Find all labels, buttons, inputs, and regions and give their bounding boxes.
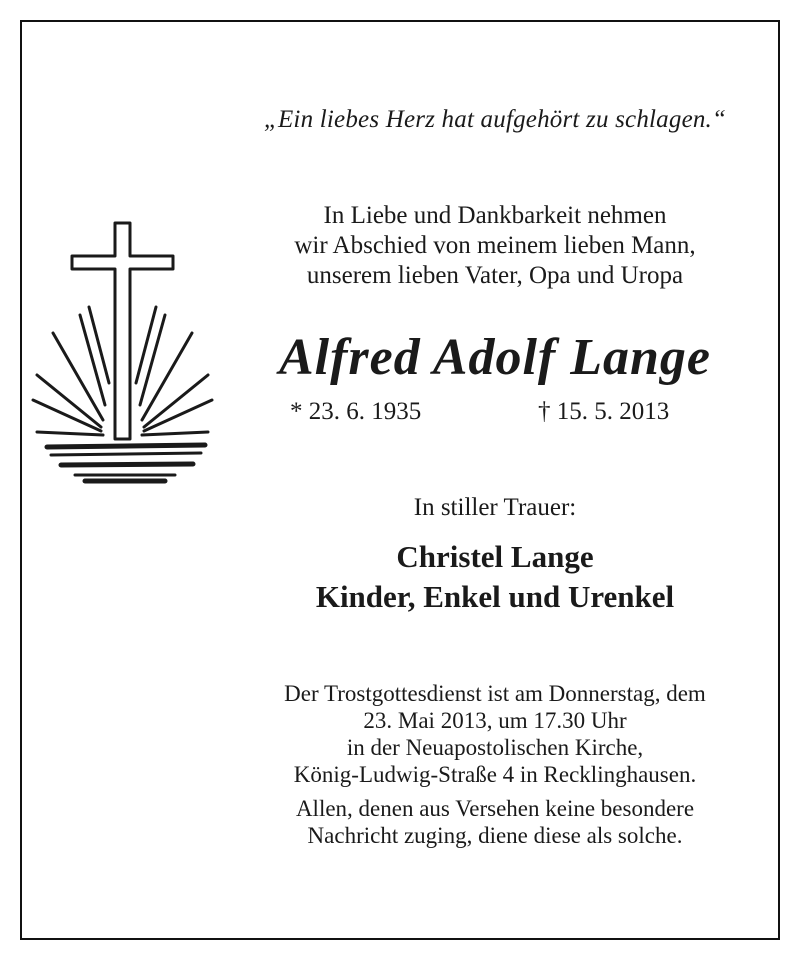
cross-sunrise-icon — [25, 215, 225, 495]
notice-text — [240, 795, 750, 849]
mourner-name: Kinder, Enkel und Urenkel — [315, 579, 675, 614]
service-line: in der Neuapostolischen Kirche, — [346, 735, 644, 760]
birth-date: * 23. 6. 1935 — [290, 398, 422, 425]
quote: „Ein liebes Herz hat aufgehört zu schlagen.“ — [263, 106, 727, 133]
mourners — [230, 537, 760, 617]
service-line: Der Trostgottesdienst ist am Donnerstag, dem — [284, 681, 706, 706]
deceased-name: Alfred Adolf Lange — [278, 329, 712, 386]
mourner-name: Christel Lange — [396, 539, 594, 574]
service-line: 23. Mai 2013, um 17.30 Uhr — [363, 708, 627, 733]
water-lines — [47, 445, 205, 481]
intro-line: unserem lieben Vater, Opa und Uropa — [306, 262, 684, 289]
intro-line: In Liebe und Dankbarkeit nehmen — [323, 202, 667, 229]
intro-text — [235, 201, 755, 291]
cross-shape — [72, 223, 173, 439]
service-info — [240, 680, 750, 788]
mourning-label: In stiller Trauer: — [413, 494, 577, 521]
service-line: König-Ludwig-Straße 4 in Recklinghausen. — [293, 762, 697, 787]
sun-rays — [33, 307, 212, 435]
death-date: † 15. 5. 2013 — [538, 398, 670, 425]
intro-line: wir Abschied von meinem lieben Mann, — [294, 232, 696, 259]
notice-line: Allen, denen aus Versehen keine besondere — [295, 796, 695, 821]
notice-line: Nachricht zuging, diene diese als solche. — [307, 823, 683, 848]
